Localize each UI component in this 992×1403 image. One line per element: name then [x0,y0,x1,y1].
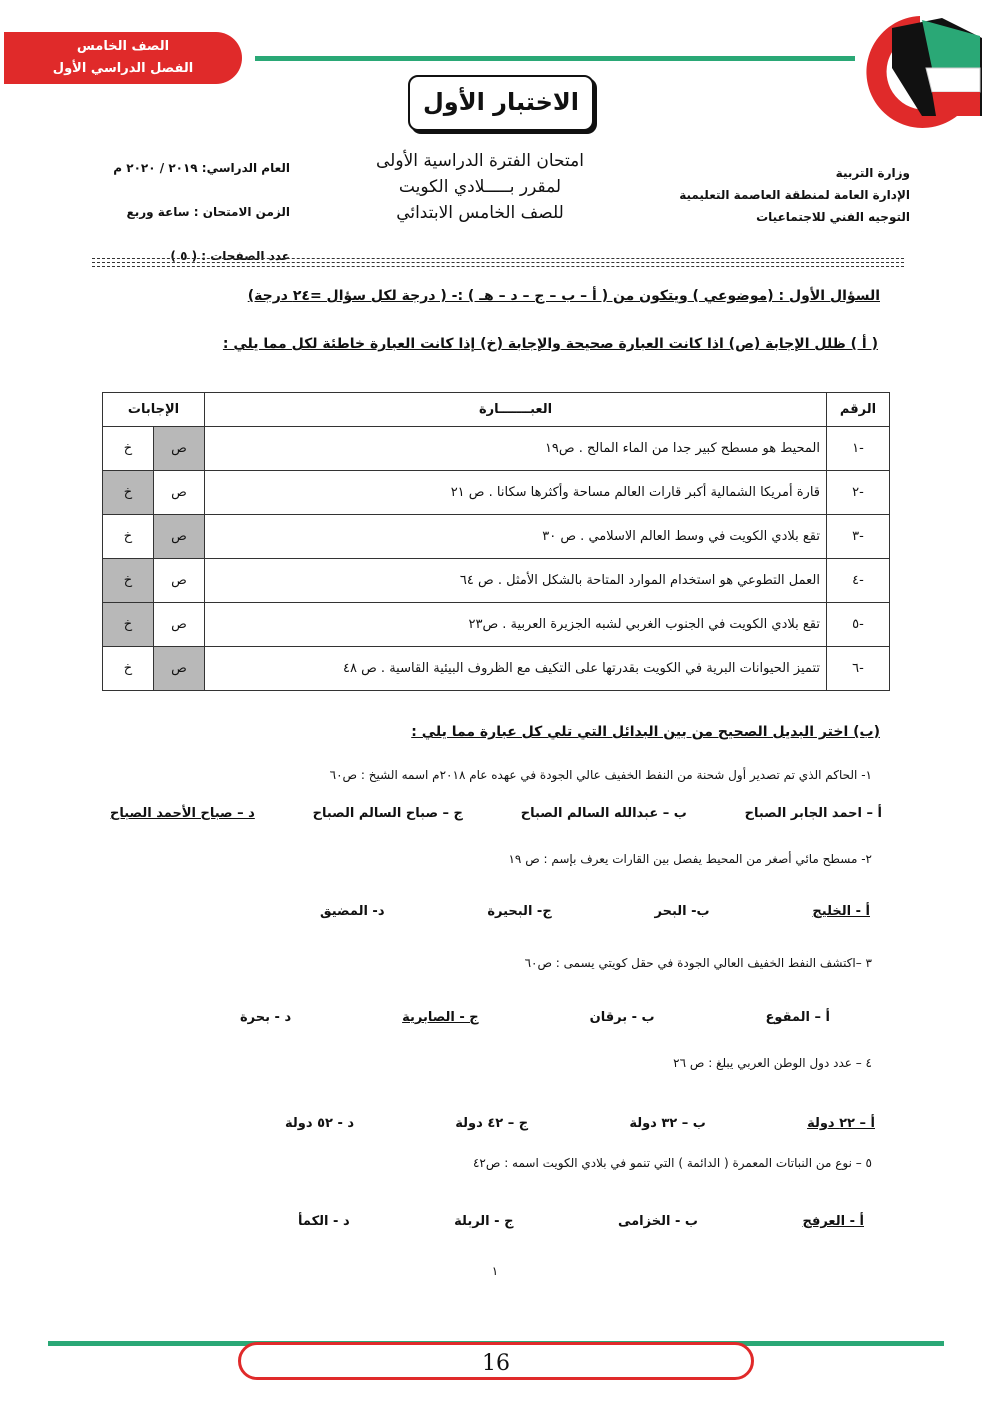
answer-true-option[interactable]: ص [154,515,205,559]
mcq-option-a[interactable]: أ – ٢٢ دولة [807,1116,875,1131]
ministry-line: الإدارة العامة لمنطقة العاصمة التعليمية [679,188,910,202]
mcq-option-d[interactable]: د - ٥٢ دولة [285,1116,355,1131]
mcq-option-c[interactable]: ج – ٤٢ دولة [455,1116,529,1131]
header-statement: العبـــــــارة [205,393,827,427]
row-number: -٦ [827,647,890,691]
mcq-option-d[interactable]: د - بحرة [240,1010,292,1025]
answer-false-option[interactable]: خ [103,559,154,603]
row-statement: تقع بلادي الكويت في الجنوب الغربي لشبه الجزيرة العربية . ص٢٣ [205,603,827,647]
mcq-options [285,1116,875,1131]
mcq-question: ٥ – نوع من النباتات المعمرة ( الدائمة ) التي تنمو في بلادي الكويت اسمه : ص٤٢ [472,1156,872,1170]
row-statement: تتميز الحيوانات البرية في الكويت بقدرتها على التكيف مع الظروف البيئية القاسية . ص ٤٨ [205,647,827,691]
table-row [103,471,890,515]
ministry-block [600,162,910,228]
exam-duration: الزمن الامتحان : ساعة وربع [126,205,290,219]
answer-true-option[interactable]: ص [154,559,205,603]
separator [92,262,904,264]
exam-title-line: امتحان الفترة الدراسية الأولى [376,151,584,171]
mcq-option-d[interactable]: د- المضيق [320,904,385,919]
row-number: -٥ [827,603,890,647]
row-statement: قارة أمريكا الشمالية أكبر قارات العالم مساحة وأكثرها سكانا . ص ٢١ [205,471,827,515]
page-number: 16 [238,1342,754,1380]
mcq-question: ٢- مسطح مائي أصغر من المحيط يفصل بين القارات يعرف بإسم : ص ١٩ [508,852,872,866]
mcq-option-c[interactable]: ج - الربلة [454,1214,514,1229]
table-row [103,559,890,603]
grade-line1: الصف الخامس [76,39,170,54]
mcq-option-a[interactable]: أ – المقوع [765,1010,830,1025]
header-answers: الإجابات [103,393,205,427]
mcq-options [240,1010,830,1025]
table-row [103,647,890,691]
answer-false-option[interactable]: خ [103,427,154,471]
answer-false-option[interactable]: خ [103,603,154,647]
ministry-line: التوجيه الفني للاجتماعيات [756,210,910,224]
row-statement: تقع بلادي الكويت في وسط العالم الاسلامي . ص ٣٠ [205,515,827,559]
row-number: -٣ [827,515,890,559]
grade-tag [4,32,242,84]
mcq-option-c[interactable]: ج- البحيرة [487,904,552,919]
separator [92,266,904,268]
mcq-option-d[interactable]: د - الكمأ [298,1214,350,1229]
row-statement: المحيط هو مسطح كبير جدا من الماء المالح . ص١٩ [205,427,827,471]
mcq-option-c[interactable]: ج - الصابرية [402,1010,479,1025]
ministry-line: وزارة التربية [835,166,910,180]
question-heading: السؤال الأول : (موضوعي ) ويتكون من ( أ – ب – ج – د – هـ ) :- ( درجة لكل سؤال =٢٤ درجة) [247,288,880,304]
answer-true-option[interactable]: ص [154,647,205,691]
academic-year: العام الدراسي: ٢٠١٩ / ٢٠٢٠ م [113,161,290,175]
mcq-option-a[interactable]: أ – احمد الجابر الصباح [744,806,882,821]
table-row [103,427,890,471]
mcq-question: ١- الحاكم الذي تم تصدير أول شحنة من النفط الخفيف عالي الجودة في عهده عام ٢٠١٨م اسمه الشيخ : ص٦٠ [329,768,872,782]
exam-title-line: لمقرر بـــــلادي الكويت [398,177,562,197]
answer-false-option[interactable]: خ [103,515,154,559]
mcq-option-d[interactable]: د – صباح الأحمد الصباح [110,806,255,821]
table-row [103,603,890,647]
mcq-option-b[interactable]: ب - برقان [589,1010,655,1025]
page-count: عدد الصفحات : ( ٥ ) [170,249,290,263]
header-number: الرقم [827,393,890,427]
mcq-option-a[interactable]: أ - العرفج [802,1214,864,1229]
mcq-question: ٤ – عدد دول الوطن العربي يبلغ : ص ٢٦ [673,1056,872,1070]
table-header-row [103,393,890,427]
answer-false-option[interactable]: خ [103,647,154,691]
mcq-option-b[interactable]: ب - الخزامى [617,1214,698,1229]
section-b-instructions: (ب) اختر البديل الصحيح من بين البدائل التي تلي كل عبارة مما يلي : [411,724,880,740]
mcq-options [110,806,882,821]
exam-title-block [330,148,630,226]
answer-false-option[interactable]: خ [103,471,154,515]
page-title: الاختبار الأول [408,75,594,131]
true-false-table [102,392,890,691]
mcq-option-b[interactable]: ب – ٣٢ دولة [629,1116,706,1131]
mcq-question: ٣ –اكتشف النفط الخفيف العالي الجودة في حقل كويتي يسمى : ص٦٠ [524,956,872,970]
top-rule [255,56,855,61]
row-number: -٤ [827,559,890,603]
answer-true-option[interactable]: ص [154,471,205,515]
mcq-option-c[interactable]: ج – صباح السالم الصباح [312,806,463,821]
separator [92,258,904,260]
kuwait-logo-icon [852,8,988,128]
table-row [103,515,890,559]
mcq-option-b[interactable]: ب – عبدالله السالم الصباح [520,806,687,821]
grade-line2: الفصل الدراسي الأول [52,61,194,76]
answer-true-option[interactable]: ص [154,427,205,471]
mcq-option-a[interactable]: أ - الخليج [812,904,870,919]
inner-page-number: ١ [491,1264,499,1278]
mcq-options [298,1214,864,1229]
answer-true-option[interactable]: ص [154,603,205,647]
section-a-instructions: ( أ ) ظلل الإجابة (ص) اذا كانت العبارة صحيحة والإجابة (خ) إذا كانت العبارة خاطئة لكل مما يلي : [222,336,878,352]
mcq-options [320,904,870,919]
exam-title-line: للصف الخامس الابتدائي [396,203,564,223]
row-number: -٢ [827,471,890,515]
row-statement: العمل التطوعي هو استخدام الموارد المتاحة بالشكل الأمثل . ص ٦٤ [205,559,827,603]
row-number: -١ [827,427,890,471]
mcq-option-b[interactable]: ب- البحر [654,904,710,919]
